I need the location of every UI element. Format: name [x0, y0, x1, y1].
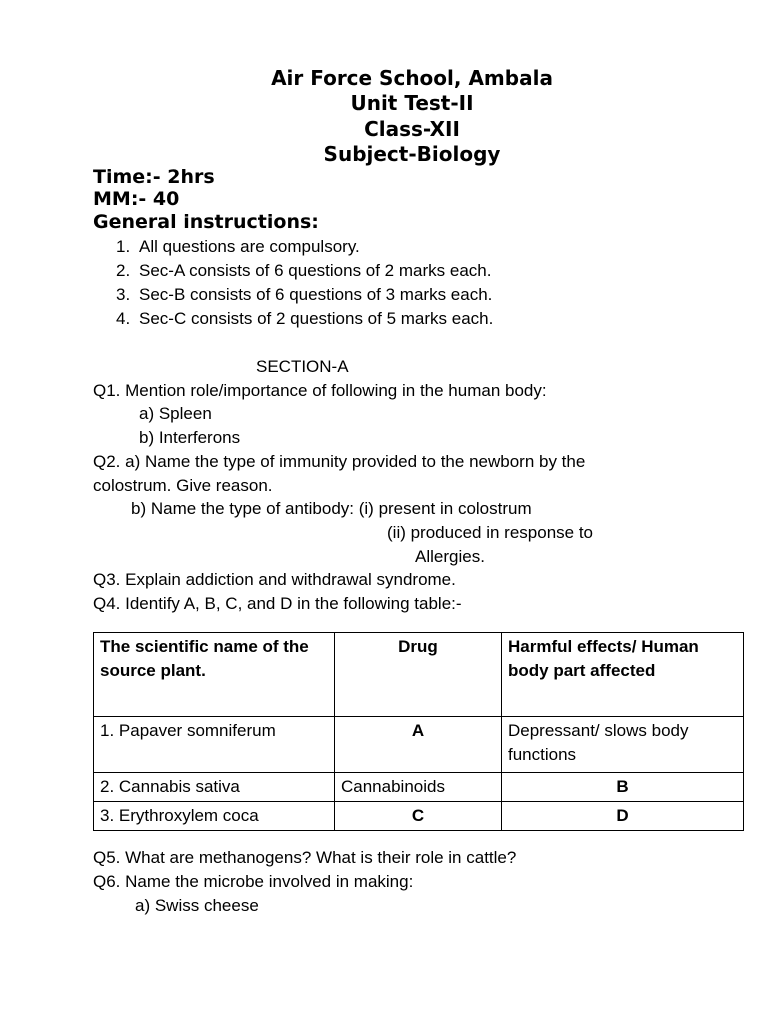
test-name: Unit Test-II — [350, 91, 474, 115]
question-5: Q5. What are methanogens? What is their role in cattle? — [93, 848, 517, 867]
instruction-number: 1. — [116, 237, 131, 256]
table-cell: D — [502, 802, 744, 831]
table-row — [94, 802, 744, 831]
subject-name: Subject-Biology — [323, 142, 501, 166]
instruction-item: All questions are compulsory. — [139, 237, 360, 256]
table-cell: A — [335, 717, 502, 773]
table-row — [94, 773, 744, 802]
question-1: Q1. Mention role/importance of following in the human body: — [93, 381, 547, 400]
table-cell: 2. Cannabis sativa — [94, 773, 335, 802]
table-header-cell: Harmful effects/ Human body part affected — [502, 633, 744, 717]
question-2-line1: Q2. a) Name the type of immunity provided to the newborn by the — [93, 452, 586, 471]
question-2b: b) Name the type of antibody: (i) present in colostrum — [131, 499, 532, 518]
instructions-title: General instructions: — [93, 211, 319, 233]
table-row — [94, 717, 744, 773]
table-cell: Cannabinoids — [335, 773, 502, 802]
table-cell: 3. Erythroxylem coca — [94, 802, 335, 831]
class-name: Class-XII — [364, 117, 460, 141]
question-2b-ii: (ii) produced in response to — [387, 523, 594, 542]
instruction-item: Sec-C consists of 2 questions of 5 marks each. — [139, 309, 494, 328]
instruction-item: Sec-A consists of 6 questions of 2 marks each. — [139, 261, 492, 280]
table-header-cell: Drug — [335, 633, 502, 717]
school-name: Air Force School, Ambala — [271, 66, 553, 90]
instruction-number: 4. — [116, 309, 131, 328]
table-cell: Depressant/ slows body functions — [502, 717, 744, 773]
section-title: SECTION-A — [256, 357, 349, 376]
question-2-line2: colostrum. Give reason. — [93, 476, 273, 495]
instruction-number: 3. — [116, 285, 131, 304]
question-4: Q4. Identify A, B, C, and D in the following table:- — [93, 594, 462, 613]
table-header-cell: The scientific name of the source plant. — [94, 633, 335, 717]
instruction-item: Sec-B consists of 6 questions of 3 marks each. — [139, 285, 493, 304]
question-3: Q3. Explain addiction and withdrawal syndrome. — [93, 570, 456, 589]
time-label: Time:- 2hrs — [93, 166, 215, 188]
drug-table — [93, 632, 744, 831]
max-marks-label: MM:- 40 — [93, 188, 180, 210]
table-cell: 1. Papaver somniferum — [94, 717, 335, 773]
table-cell: C — [335, 802, 502, 831]
table-cell: B — [502, 773, 744, 802]
question-6a: a) Swiss cheese — [135, 896, 259, 915]
question-1b: b) Interferons — [139, 428, 241, 447]
question-1a: a) Spleen — [139, 404, 212, 423]
instruction-number: 2. — [116, 261, 131, 280]
table-header-row — [94, 633, 744, 717]
question-2b-ii-cont: Allergies. — [415, 547, 485, 566]
question-6: Q6. Name the microbe involved in making: — [93, 872, 414, 891]
